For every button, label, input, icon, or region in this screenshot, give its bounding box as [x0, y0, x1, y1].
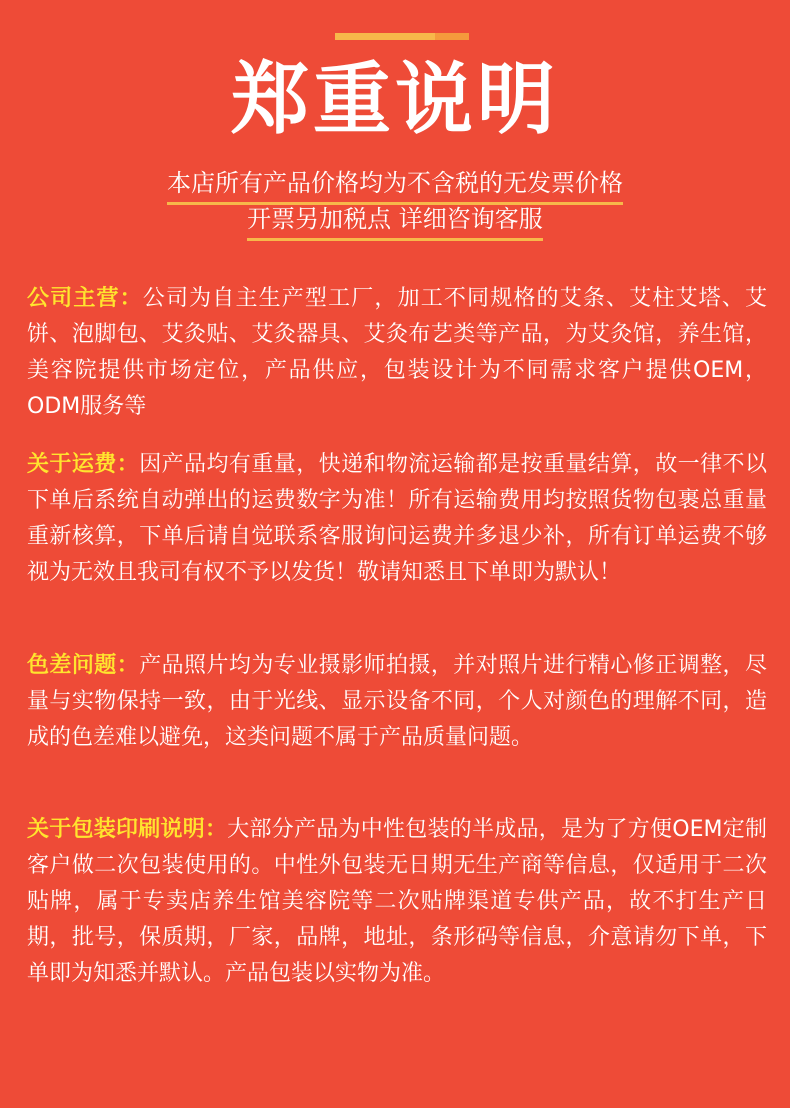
section-shipping-fee	[27, 447, 767, 591]
notice-line-1-text: 本店所有产品价格均为不含税的无发票价格	[167, 166, 623, 205]
notice-line-1	[0, 166, 790, 205]
notice-line-2	[0, 202, 790, 241]
accent-bar-segment-orange	[435, 33, 469, 40]
notice-line-2-text: 开票另加税点 详细咨询客服	[247, 202, 543, 241]
section-body: 公司为自主生产型工厂，加工不同规格的艾条、艾柱艾塔、艾饼、泡脚包、艾灸贴、艾灸器具、艾灸布艺类等产品，为艾灸馆，养生馆，美容院提供市场定位，产品供应，包装设计为不同需求客户提供OEM，ODM服务等	[27, 286, 767, 419]
section-label: 关于包装印刷说明：	[27, 817, 228, 842]
section-color-difference	[27, 648, 767, 756]
section-company-business	[27, 281, 767, 425]
section-body: 大部分产品为中性包装的半成品，是为了方便OEM定制客户做二次包装使用的。中性外包装无日期无生产商等信息，仅适用于二次贴牌，属于专卖店养生馆美容院等二次贴牌渠道专供产品，故不打生产日期，批号，保质期，厂家，品牌，地址，条形码等信息，介意请勿下单，下单即为知悉并默认。产品包装以实物为准。	[27, 817, 767, 986]
section-label: 公司主营：	[27, 286, 143, 311]
section-label: 关于运费：	[27, 452, 140, 477]
section-packaging-printing	[27, 812, 767, 992]
section-label: 色差问题：	[27, 653, 140, 678]
page-title: 郑重说明	[230, 55, 559, 145]
section-body: 产品照片均为专业摄影师拍摄，并对照片进行精心修正调整，尽量与实物保持一致，由于光线、显示设备不同，个人对颜色的理解不同，造成的色差难以避免，这类问题不属于产品质量问题。	[27, 653, 767, 750]
top-accent-bar	[335, 33, 469, 40]
section-body: 因产品均有重量，快递和物流运输都是按重量结算，故一律不以下单后系统自动弹出的运费数字为准！所有运输费用均按照货物包裹总重量重新核算，下单后请自觉联系客服询问运费并多退少补，所有订单运费不够视为无效且我司有权不予以发货！敬请知悉且下单即为默认！	[27, 452, 767, 585]
accent-bar-segment-yellow	[335, 33, 435, 40]
